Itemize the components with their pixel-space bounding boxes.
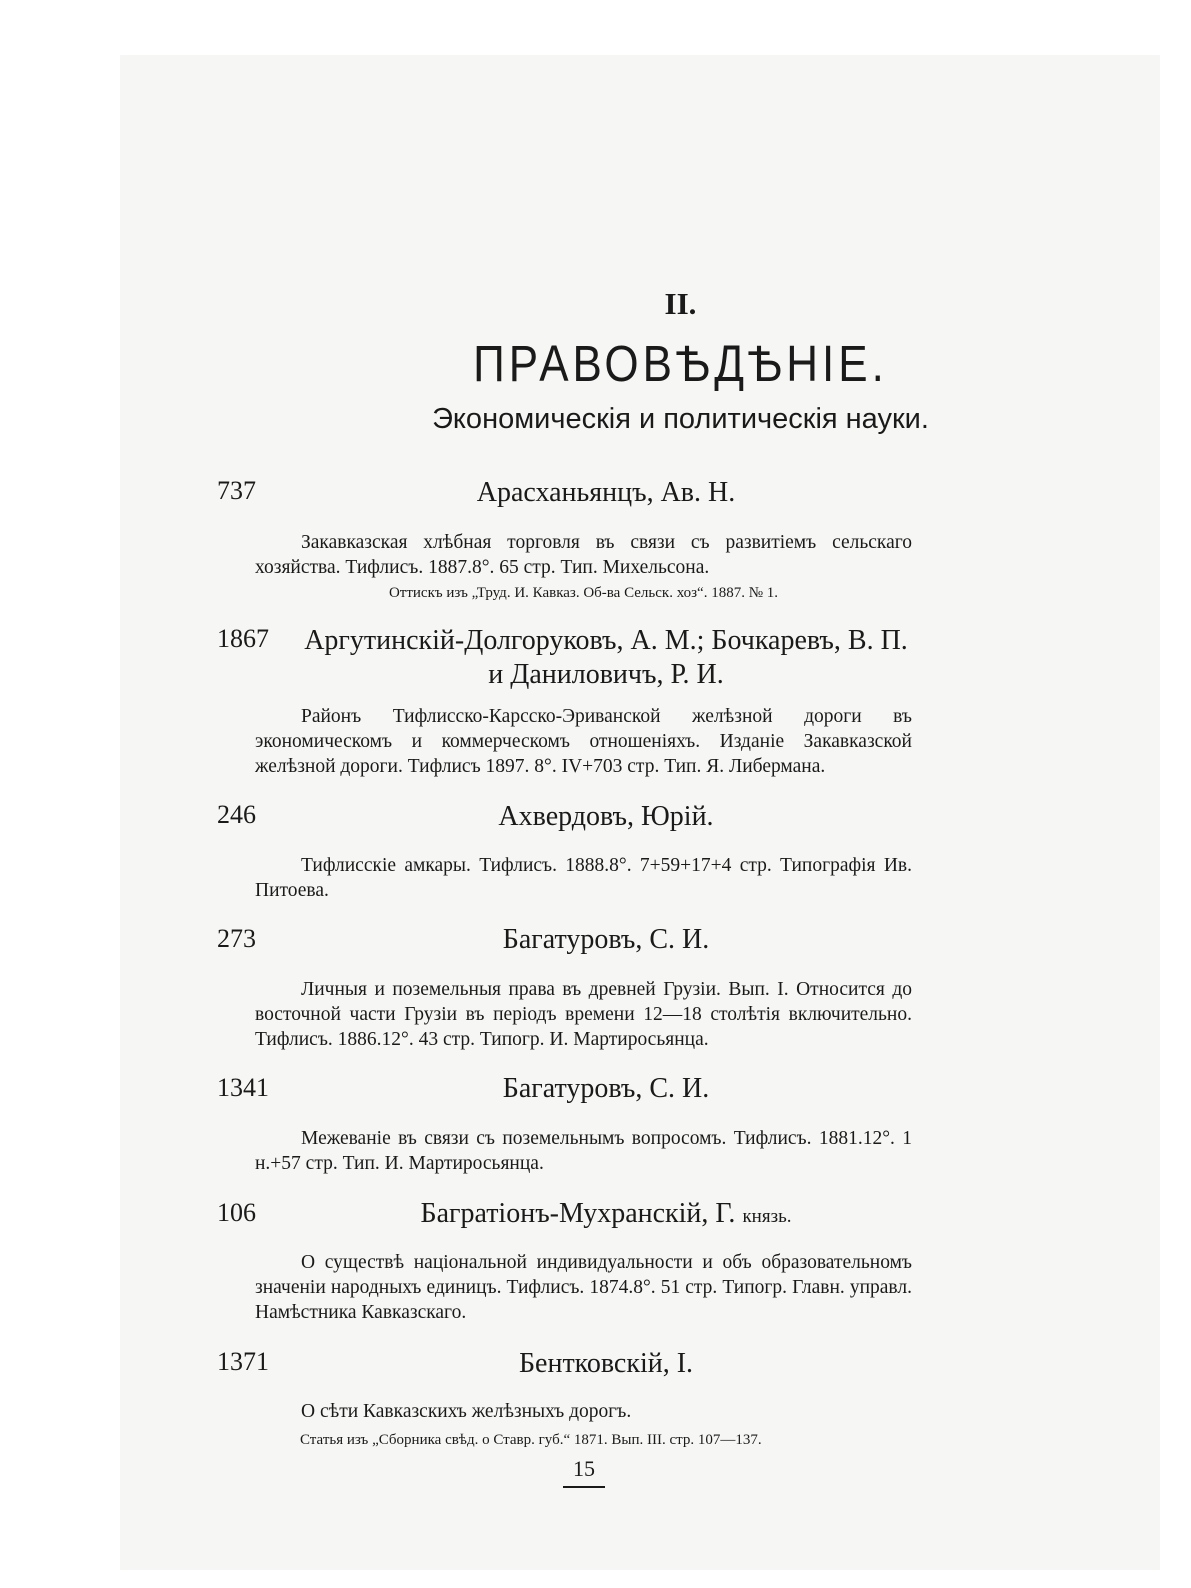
entry-text: Закавказская хлѣбная торговля въ связи съ развитіемъ сельскаго хозяйства. Тифлисъ. 1887.8°. 65 стр. Тип. Михельсона. [255, 532, 912, 578]
entry-number: 1371 [217, 1347, 269, 1376]
entry-author-name: Багратіонъ-Мухранскій, Г. [420, 1198, 736, 1229]
page-number: 15 [563, 1456, 605, 1488]
entry-author: Арасханьянцъ, Ав. Н. [476, 477, 736, 508]
entry-text: Личныя и поземельныя права въ древней Грузіи. Вып. I. Относится до восточной части Грузіи въ періодъ времени 12—18 столѣтія включительно. Тифлисъ. 1886.12°. 43 стр. Типогр. И. Мартиросьянца. [255, 979, 912, 1050]
entry-author: Багатуровъ, С. И. [502, 924, 710, 955]
entry-author-continued: и Даниловичъ, Р. И. [488, 659, 724, 690]
entry-author: Багатуровъ, С. И. [502, 1073, 710, 1104]
entry-text: О существѣ національной индивидуальности и объ образовательномъ значеніи народныхъ единицъ. Тифлисъ. 1874.8°. 51 стр. Типогр. Главн. управл. Намѣстника Кавказскаго. [255, 1252, 912, 1323]
entry-text: Межеваніе въ связи съ поземельнымъ вопросомъ. Тифлисъ. 1881.12°. 1 н.+57 стр. Тип. И. Мартиросьянца. [255, 1128, 912, 1174]
entry-note: Статья изъ „Сборника свѣд. о Ставр. губ.“ 1871. Вып. III. стр. 107—137. [300, 1432, 762, 1448]
entry-number: 1341 [217, 1073, 269, 1102]
entry-note: Оттискъ изъ „Труд. И. Кавказ. Об-ва Сельск. хоз“. 1887. № 1. [388, 585, 779, 601]
entry-author: Бентковскій, І. [518, 1348, 694, 1379]
entry-number: 273 [217, 924, 256, 953]
entry-author [300, 1195, 912, 1236]
entry-number: 1867 [217, 624, 269, 653]
page-title: ПРАВОВѢДѢНІЕ. [473, 336, 888, 393]
entry-text: О сѣти Кавказскихъ желѣзныхъ дорогъ. [301, 1401, 632, 1422]
entry-author: Аргутинскій-Долгоруковъ, А. М.; Бочкаревъ, В. П. [304, 625, 908, 656]
entry-author: Ахвердовъ, Юрій. [498, 801, 714, 832]
section-number: II. [664, 286, 697, 321]
entry-author-title: князь. [742, 1206, 792, 1227]
entry-text: Районъ Тифлисско-Карсско-Эриванской желѣзной дороги въ экономическомъ и коммерческомъ отношеніяхъ. Изданіе Закавказской желѣзной дороги. Тифлисъ 1897. 8°. IV+703 стр. Тип. Я. Либермана. [255, 706, 912, 777]
entry-number: 106 [217, 1198, 256, 1227]
page-subtitle: Экономическія и политическія науки. [432, 403, 929, 435]
entry-number: 737 [217, 476, 256, 505]
entry-number: 246 [217, 800, 256, 829]
entry-text: Тифлисскіе амкары. Тифлисъ. 1888.8°. 7+59+17+4 стр. Типографія Ив. Питоева. [255, 855, 912, 901]
